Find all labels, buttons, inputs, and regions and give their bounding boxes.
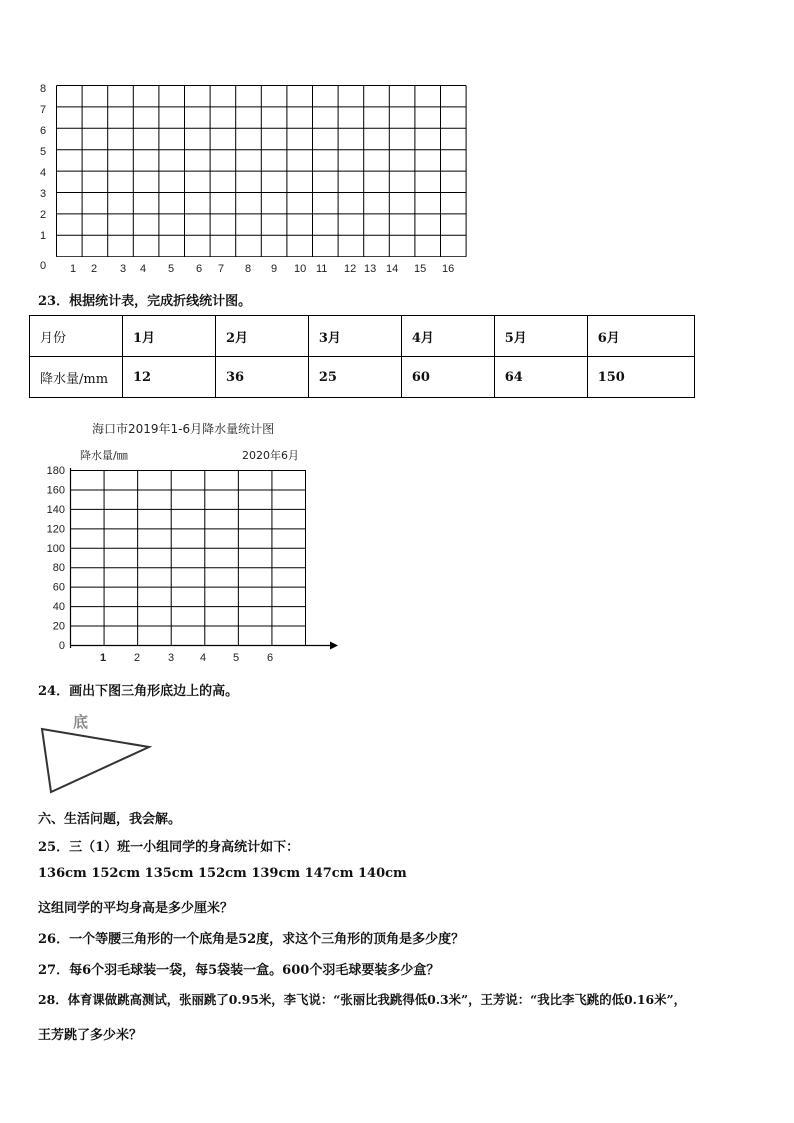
x-tick-label: 11 [316,263,328,275]
table-cell: 25 [308,357,401,398]
table-cell: 12 [123,357,216,398]
y-tick-label: 8 [40,83,47,95]
x-tick-label: 3 [167,652,175,662]
q28-line1: 28．体育课做跳高测试，张丽跳了0.95米，李飞说：“张丽比我跳得低0.3米”，王芳说：“我比李飞跳的低0.16米”， [38,992,687,1007]
x-tick-label: 1 [99,652,107,662]
q28-line2: 王芳跳了多少米？ [38,1028,143,1043]
rainfall-line-chart [30,462,340,662]
table-header-cell: 4月 [401,316,494,357]
x-tick-label: 7 [218,263,225,275]
table-header-cell: 1月 [123,316,216,357]
chart-ylabel: 降水量/㎜ [80,449,128,462]
q25-text: 25．三（1）班一小组同学的身高统计如下： [38,840,300,855]
x-tick-label: 4 [199,652,207,662]
y-tick-label: 6 [40,125,47,137]
table-header-cell: 月份 [30,316,123,357]
rainfall-table [29,315,695,398]
table-cell: 150 [587,357,694,398]
table-row [30,316,695,357]
x-tick-label: 5 [168,263,175,275]
table-cell: 60 [401,357,494,398]
q26-text: 26．一个等腰三角形的一个底角是52度，求这个三角形的顶角是多少度？ [38,932,465,947]
x-tick-label: 3 [120,263,127,275]
y-tick-label: 7 [40,104,47,116]
table-row-label: 降水量/mm [30,357,123,398]
table-header-cell: 2月 [215,316,308,357]
q27-text: 27．每6个羽毛球装一袋，每5袋装一盒。600个羽毛球要装多少盒？ [38,963,440,978]
y-tick-label: 1 [40,230,47,242]
y-tick-label: 0 [40,260,47,272]
q25-question: 这组同学的平均身高是多少厘米？ [38,901,234,916]
table-row [30,357,695,398]
x-tick-label: 8 [245,263,252,275]
q23-text: 23．根据统计表，完成折线统计图。 [38,294,252,309]
y-tick-label: 40 [52,601,65,614]
y-tick-label: 100 [46,542,65,555]
y-tick-label: 60 [52,581,65,594]
x-tick-label: 9 [271,263,278,275]
triangle-base-label: 底 [73,713,89,731]
y-tick-label: 160 [46,484,65,497]
triangle-figure [38,724,154,796]
x-tick-label: 13 [364,263,377,275]
x-axis-arrow [330,642,338,650]
y-tick-label: 180 [46,465,65,477]
x-tick-label: 14 [386,263,399,275]
table-header-cell: 3月 [308,316,401,357]
x-tick-label: 6 [266,652,274,662]
x-tick-label: 6 [196,263,203,275]
table-header-cell: 6月 [587,316,694,357]
chart-title: 海口市2019年1-6月降水量统计图 [92,422,275,436]
y-tick-label: 3 [40,188,47,200]
y-tick-label: 4 [40,167,47,179]
x-tick-label: 2 [91,263,98,275]
q24-text: 24．画出下图三角形底边上的高。 [38,684,239,699]
y-tick-label: 2 [40,209,47,221]
x-tick-label: 12 [344,263,357,275]
y-tick-label: 20 [52,620,65,633]
chart-date-note: 2020年6月 [242,449,299,462]
x-tick-label: 15 [414,263,427,275]
y-tick-label: 120 [46,523,65,536]
x-tick-label: 5 [232,652,240,662]
table-cell: 36 [215,357,308,398]
y-tick-label: 0 [58,640,65,652]
y-tick-label: 140 [46,503,65,516]
table-header-cell: 5月 [494,316,587,357]
x-tick-label: 10 [294,263,307,275]
q25-heights: 136cm 152cm 135cm 152cm 139cm 147cm 140cm [38,866,407,881]
table-cell: 64 [494,357,587,398]
x-tick-label: 1 [70,263,77,275]
section-heading: 六、生活问题，我会解。 [38,812,182,827]
y-tick-label: 80 [52,562,65,575]
x-tick-label: 2 [133,652,141,662]
blank-grid-1 [56,85,468,257]
y-tick-label: 5 [40,146,47,158]
x-tick-label: 4 [140,263,147,275]
x-tick-label: 16 [442,263,455,275]
